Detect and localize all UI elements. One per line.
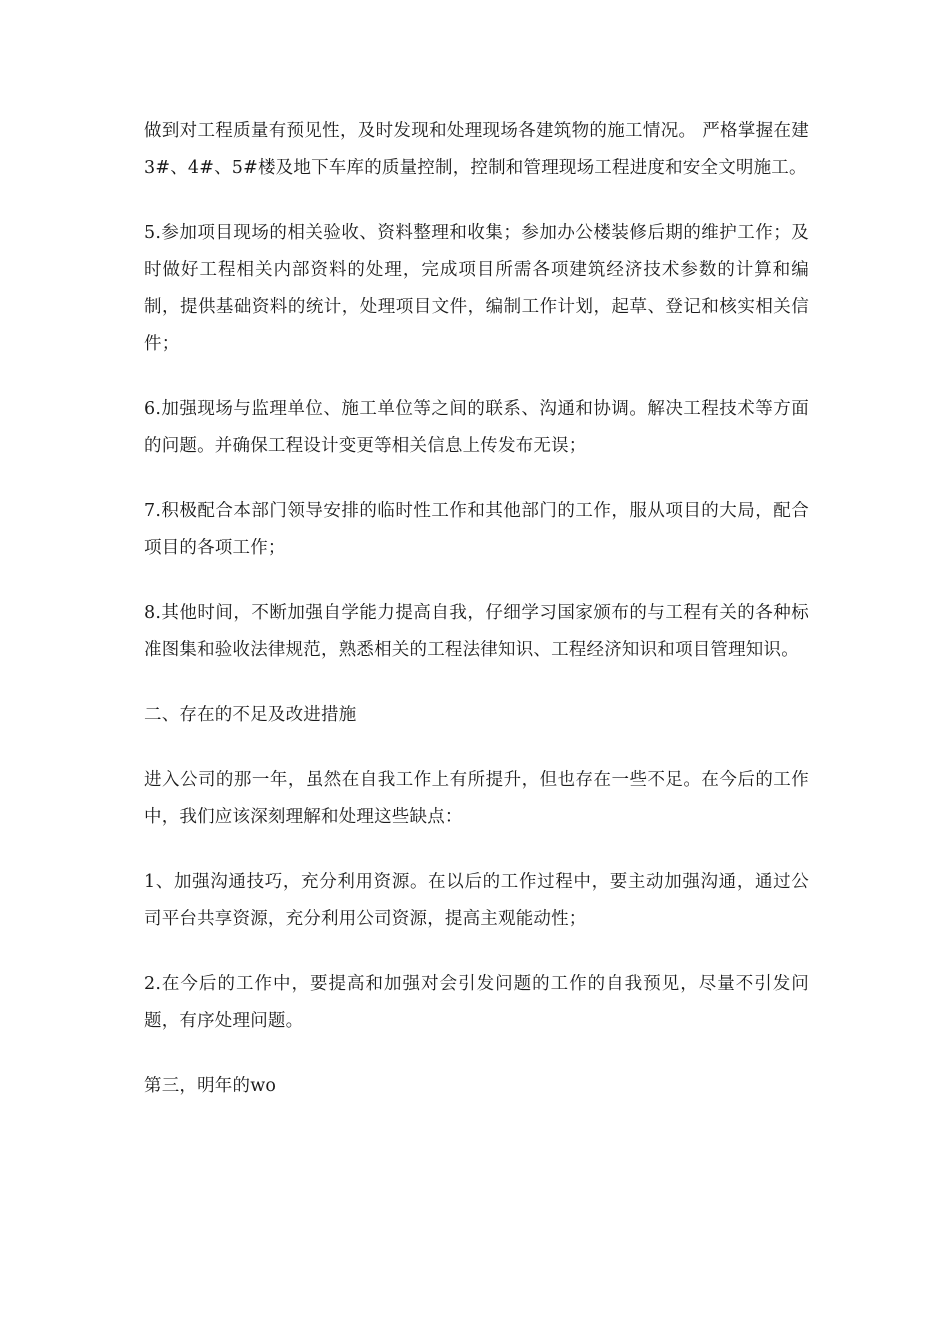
paragraph-item-8: 8.其他时间，不断加强自学能力提高自我，仔细学习国家颁布的与工程有关的各种标准图集和验收法律规范，熟悉相关的工程法律知识、工程经济知识和项目管理知识。 [144, 603, 809, 660]
section-heading-shortcomings: 二、存在的不足及改进措施 [144, 705, 357, 725]
paragraph-item-5: 5.参加项目现场的相关验收、资料整理和收集；参加办公楼装修后期的维护工作；及时做好工程相关内部资料的处理，完成项目所需各项建筑经济技术参数的计算和编制，提供基础资料的统计，处理项目文件，编制工作计划，起草、登记和核实相关信件； [144, 223, 809, 354]
paragraph-improvement-1: 1、加强沟通技巧，充分利用资源。在以后的工作过程中，要主动加强沟通，通过公司平台共享资源，充分利用公司资源，提高主观能动性； [144, 872, 809, 929]
paragraph-item-6: 6.加强现场与监理单位、施工单位等之间的联系、沟通和协调。解决工程技术等方面的问题。并确保工程设计变更等相关信息上传发布无误； [144, 399, 809, 456]
paragraph-improvement-2: 2.在今后的工作中，要提高和加强对会引发问题的工作的自我预见，尽量不引发问题，有序处理问题。 [144, 974, 809, 1031]
paragraph-shortcomings-intro: 进入公司的那一年，虽然在自我工作上有所提升，但也存在一些不足。在今后的工作中，我们应该深刻理解和处理这些缺点： [144, 770, 809, 827]
paragraph-quality-control: 做到对工程质量有预见性，及时发现和处理现场各建筑物的施工情况。 严格掌握在建3#、4#、5#楼及地下车库的质量控制，控制和管理现场工程进度和安全文明施工。 [144, 121, 809, 178]
section-heading-next-year: 第三，明年的wo [144, 1076, 277, 1096]
paragraph-item-7: 7.积极配合本部门领导安排的临时性工作和其他部门的工作，服从项目的大局，配合项目的各项工作； [144, 501, 809, 558]
document-body [144, 113, 809, 1105]
